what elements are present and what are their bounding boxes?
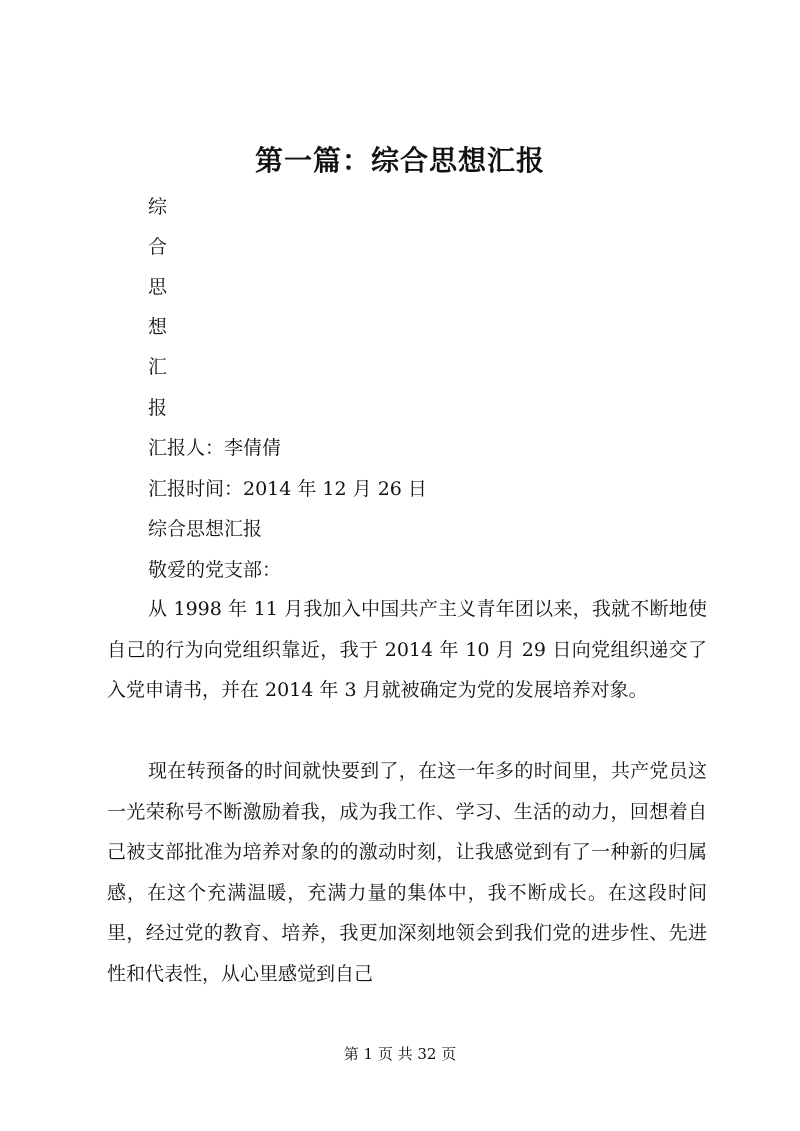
report-date-line: 汇报时间：2014 年 12 月 26 日 xyxy=(148,478,427,500)
vertical-title-char: 报 xyxy=(148,397,168,419)
reporter-line: 汇报人：李倩倩 xyxy=(148,437,282,459)
body-paragraph: 从 1998 年 11 月我加入中国共产主义青年团以来，我就不断地使自己的行为向党组织靠近，我于 2014 年 10 月 29 日向党组织递交了入党申请书，并在 2014 年 3 月就被确定为党的发展培养对象。 xyxy=(107,598,707,701)
vertical-title-char: 汇 xyxy=(148,356,168,378)
body-paragraph: 现在转预备的时间就快要到了，在这一年多的时间里，共产党员这一光荣称号不断激励着我，成为我工作、学习、生活的动力，回想着自己被支部批准为培养对象的的激动时刻，让我感觉到有了一种新的归属感，在这个充满温暖，充满力量的集体中，我不断成长。在这段时间里，经过党的教育、培养，我更加深刻地领会到我们党的进步性、先进性和代表性，从心里感觉到自己 xyxy=(107,760,707,985)
vertical-title-char: 思 xyxy=(148,276,168,298)
document-title: 第一篇：综合思想汇报 xyxy=(254,144,545,177)
page-footer: 第 1 页 共 32 页 xyxy=(343,1045,457,1063)
vertical-title-char: 想 xyxy=(148,316,168,338)
subtitle-line: 综合思想汇报 xyxy=(148,518,263,540)
vertical-title-char: 综 xyxy=(148,196,168,218)
vertical-title-char: 合 xyxy=(148,236,168,258)
salutation-line: 敬爱的党支部： xyxy=(148,559,282,581)
